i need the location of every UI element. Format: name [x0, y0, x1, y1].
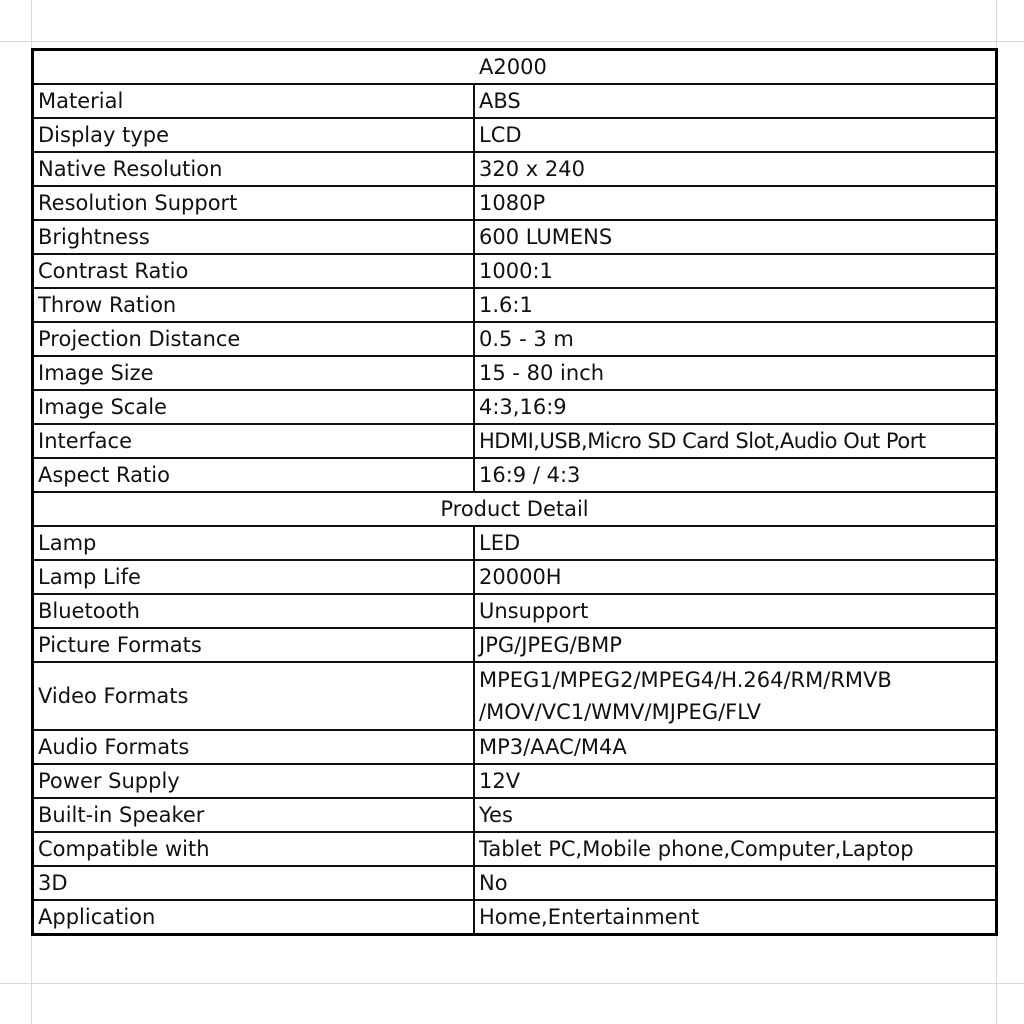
spec-value: HDMI,USB,Micro SD Card Slot,Audio Out Port	[474, 424, 997, 458]
table-row	[33, 900, 997, 935]
spec-value: 600 LUMENS	[474, 220, 997, 254]
detail-value: No	[474, 866, 997, 900]
title-spacer	[33, 50, 475, 85]
table-row	[33, 798, 997, 832]
detail-label: Compatible with	[33, 832, 475, 866]
spec-value: 15 - 80 inch	[474, 356, 997, 390]
detail-label: Audio Formats	[33, 730, 475, 764]
detail-value: 12V	[474, 764, 997, 798]
table-row	[33, 356, 997, 390]
detail-value: Tablet PC,Mobile phone,Computer,Laptop	[474, 832, 997, 866]
detail-label: Lamp	[33, 526, 475, 560]
spec-value: 16:9 / 4:3	[474, 458, 997, 492]
table-row	[33, 662, 997, 730]
detail-value: Unsupport	[474, 594, 997, 628]
spec-label: Material	[33, 84, 475, 118]
table-row	[33, 866, 997, 900]
detail-value: LED	[474, 526, 997, 560]
spec-label: Projection Distance	[33, 322, 475, 356]
spec-value: LCD	[474, 118, 997, 152]
table-row	[33, 526, 997, 560]
detail-value: JPG/JPEG/BMP	[474, 628, 997, 662]
detail-label: Built-in Speaker	[33, 798, 475, 832]
spec-label: Display type	[33, 118, 475, 152]
spec-value: 1.6:1	[474, 288, 997, 322]
table-row	[33, 186, 997, 220]
detail-value: Yes	[474, 798, 997, 832]
spec-table	[31, 48, 998, 936]
spec-label: Image Scale	[33, 390, 475, 424]
section-header-row	[33, 492, 997, 526]
table-row	[33, 254, 997, 288]
gridline	[0, 41, 1024, 42]
table-row	[33, 220, 997, 254]
table-row	[33, 288, 997, 322]
detail-label: Application	[33, 900, 475, 935]
detail-label: 3D	[33, 866, 475, 900]
detail-label: Video Formats	[33, 662, 475, 730]
spec-label: Brightness	[33, 220, 475, 254]
detail-value: 20000H	[474, 560, 997, 594]
detail-label: Lamp Life	[33, 560, 475, 594]
gridline	[0, 983, 1024, 984]
detail-label: Picture Formats	[33, 628, 475, 662]
table-row	[33, 730, 997, 764]
table-title-row	[33, 50, 997, 85]
spec-label: Contrast Ratio	[33, 254, 475, 288]
table-row	[33, 322, 997, 356]
spec-label: Aspect Ratio	[33, 458, 475, 492]
detail-value: Home,Entertainment	[474, 900, 997, 935]
table-row	[33, 832, 997, 866]
spec-label: Image Size	[33, 356, 475, 390]
detail-value-line: /MOV/VC1/WMV/MJPEG/FLV	[479, 700, 762, 724]
detail-label: Power Supply	[33, 764, 475, 798]
spec-label: Native Resolution	[33, 152, 475, 186]
spec-value: 4:3,16:9	[474, 390, 997, 424]
section-title: Product Detail	[33, 492, 997, 526]
table-row	[33, 424, 997, 458]
spec-value: 1000:1	[474, 254, 997, 288]
spec-value: ABS	[474, 84, 997, 118]
table-row	[33, 152, 997, 186]
spec-value: 320 x 240	[474, 152, 997, 186]
detail-value	[474, 662, 997, 730]
detail-value: MP3/AAC/M4A	[474, 730, 997, 764]
spec-value: 1080P	[474, 186, 997, 220]
table-row	[33, 560, 997, 594]
table-row	[33, 764, 997, 798]
detail-label: Bluetooth	[33, 594, 475, 628]
table-row	[33, 628, 997, 662]
table-row	[33, 118, 997, 152]
spec-value: 0.5 - 3 m	[474, 322, 997, 356]
table-row	[33, 84, 997, 118]
spec-label: Interface	[33, 424, 475, 458]
detail-value-line: MPEG1/MPEG2/MPEG4/H.264/RM/RMVB	[479, 668, 892, 692]
table-row	[33, 458, 997, 492]
spec-label: Throw Ration	[33, 288, 475, 322]
table-row	[33, 594, 997, 628]
spec-label: Resolution Support	[33, 186, 475, 220]
table-title: A2000	[474, 50, 997, 85]
table-row	[33, 390, 997, 424]
